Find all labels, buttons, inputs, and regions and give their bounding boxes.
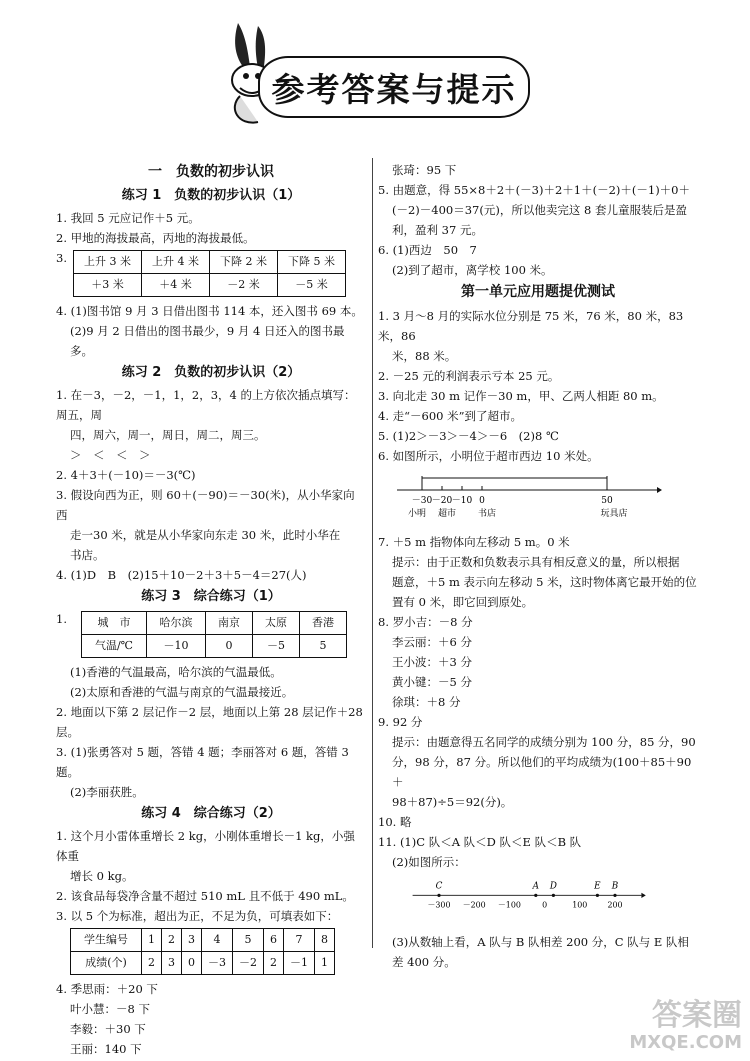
- number-line-scores: [392, 876, 662, 920]
- table-cell: 气温/℃: [81, 635, 146, 658]
- table-cell: 学生编号: [71, 929, 142, 952]
- answer-line: 四，周六，周一，周日，周二，周三。: [70, 428, 266, 442]
- answer-line: 5. 由题意，得 55×8＋2＋(－3)＋2＋1＋(－2)＋(－1)＋0＋: [378, 183, 691, 197]
- table-cell: 5: [233, 929, 264, 952]
- table-cell: 上升 4 米: [141, 251, 209, 274]
- table-cell: －5: [252, 635, 299, 658]
- table-cell: 城 市: [81, 612, 146, 635]
- answer-line: 李毅：＋30 下: [70, 1022, 146, 1036]
- watermark-url: MXQE.COM: [629, 1032, 742, 1053]
- table-cell: 3: [162, 952, 182, 975]
- answer-line: 5. (1)2＞－3＞－4＞－6 (2)8 ℃: [378, 429, 559, 443]
- answer-line: 3. 向北走 30 m 记作－30 m，甲、乙两人相距 80 m。: [378, 389, 664, 403]
- answer-line: 4. (1)图书馆 9 月 3 日借出图书 114 本，还入图书 69 本。: [56, 304, 363, 318]
- table-cell: 2: [142, 952, 162, 975]
- answer-line: 3. 假设向西为正，则 60＋(－90)＝－30(米)，从小华家向西: [56, 488, 355, 522]
- place-label: 小明: [407, 509, 427, 519]
- team-label: B: [611, 881, 619, 892]
- table-cell: 3: [182, 929, 202, 952]
- watermark: [629, 1000, 742, 1053]
- table-cell: －1: [284, 952, 315, 975]
- answer-line: 3. (1)张勇答对 5 题，答错 4 题；李丽答对 6 题，答错 3 题。: [56, 745, 353, 779]
- header-banner: [218, 18, 528, 130]
- table-cell: ＋3 米: [73, 274, 141, 297]
- answer-line: 8. 罗小吉：－8 分: [378, 615, 473, 629]
- answer-line: 1. 这个月小雷体重增长 2 kg，小刚体重增长－1 kg，小强体重: [56, 829, 355, 863]
- answer-line: (2)到了超市，离学校 100 米。: [392, 263, 553, 277]
- answer-line: 徐琪：＋8 分: [392, 695, 461, 709]
- place-label: 超市: [437, 509, 457, 519]
- place-label: 玩具店: [600, 509, 628, 519]
- answer-line: (2)太原和香港的气温与南京的气温最接近。: [70, 685, 294, 699]
- answer-line: 置有 0 米，即它回到原处。: [392, 595, 534, 609]
- answer-line: (1)香港的气温最高，哈尔滨的气温最低。: [70, 665, 282, 679]
- tick-label: 100: [572, 900, 588, 910]
- answer-line: 走一30 米，就是从小华家向东走 30 米，此时小华在: [70, 528, 341, 542]
- table-cell: －10: [146, 635, 205, 658]
- tick-label: －100: [497, 900, 521, 910]
- answer-line: 6. 如图所示，小明位于超市西边 10 米处。: [378, 449, 599, 463]
- answer-table-ex1: [73, 250, 346, 297]
- answer-line: 张琦：95 下: [392, 163, 457, 177]
- answer-line: 李云丽：＋6 分: [392, 635, 472, 649]
- left-column: [56, 160, 366, 1059]
- tick-label: 0: [542, 900, 548, 910]
- table-cell: 上升 3 米: [73, 251, 141, 274]
- tick-label: －200: [462, 900, 486, 910]
- answer-line: 差 400 分。: [392, 955, 456, 969]
- tick-label: －10: [451, 496, 473, 506]
- table-cell: 香港: [299, 612, 346, 635]
- answer-line: 7. ＋5 m 指物体向左移动 5 m。0 米: [378, 535, 570, 549]
- answer-line: 2. 4＋3＋(－10)＝－3(℃): [56, 468, 196, 482]
- answer-line: 2. －25 元的利润表示亏本 25 元。: [378, 369, 560, 383]
- answer-line: 王丽：140 下: [70, 1042, 142, 1056]
- tick-label: －20: [431, 496, 453, 506]
- team-label: C: [435, 881, 443, 892]
- answer-line: 增长 0 kg。: [70, 869, 134, 883]
- team-label: E: [594, 881, 601, 892]
- tick-label: 200: [607, 900, 623, 910]
- column-divider: [372, 158, 373, 948]
- table-cell: 0: [205, 635, 252, 658]
- answer-line: 2. 地面以下第 2 层记作－2 层，地面以上第 28 层记作＋28 层。: [56, 705, 367, 739]
- right-column: [378, 160, 698, 972]
- watermark-logo: 答案圈: [652, 998, 742, 1033]
- answer-line: 4. 走“－600 米”到了超市。: [378, 409, 522, 423]
- exercise-1-title: 练习 1 负数的初步认识（1）: [121, 188, 301, 203]
- table-cell: －3: [202, 952, 233, 975]
- table-cell: 下降 5 米: [277, 251, 345, 274]
- answer-line: 4. 季思雨：＋20 下: [56, 982, 158, 996]
- exercise-4-title: 练习 4 综合练习（2）: [141, 806, 281, 821]
- exercise-2-title: 练习 2 负数的初步认识（2）: [121, 365, 301, 380]
- answer-line: 1. 3 月～8 月的实际水位分别是 75 米，76 米，80 米，83 米，86: [378, 309, 687, 343]
- answer-number: 1.: [56, 612, 67, 626]
- answer-line: (2)9 月 2 日借出的图书最少，9 月 4 日还入的图书最多。: [70, 324, 345, 358]
- table-cell: 哈尔滨: [146, 612, 205, 635]
- answer-line: 2. 该食品每袋净含量不超过 510 mL 且不低于 490 mL。: [56, 889, 354, 903]
- answer-line: 1. 在－3，－2，－1，1，2，3，4 的上方依次插点填写：周五，周: [56, 388, 356, 422]
- answer-number: 3.: [56, 251, 67, 265]
- answer-line: 4. (1)D B (2)15＋10－2＋3＋5－4＝27(人): [56, 568, 307, 582]
- answer-line: 9. 92 分: [378, 715, 423, 729]
- answer-line: 叶小慧：－8 下: [70, 1002, 150, 1016]
- answer-line: 利，盈利 37 元。: [392, 223, 483, 237]
- table-cell: －2: [233, 952, 264, 975]
- number-line-location: [392, 470, 662, 520]
- table-cell: 南京: [205, 612, 252, 635]
- answer-line: 黄小键：－5 分: [392, 675, 472, 689]
- tick-label: 0: [479, 496, 485, 506]
- answer-line: 3. 以 5 个为标准，超出为正，不足为负，可填表如下：: [56, 909, 339, 923]
- tick-label: 50: [601, 496, 613, 506]
- answer-line: 11. (1)C 队＜A 队＜D 队＜E 队＜B 队: [378, 835, 582, 849]
- answer-line: 提示：由题意得五名同学的成绩分别为 100 分，85 分，90: [392, 735, 696, 749]
- answer-line: 提示：由于正数和负数表示具有相反意义的量，所以根据: [392, 555, 680, 569]
- answer-table-ex3: [81, 611, 347, 658]
- table-cell: 1: [315, 952, 335, 975]
- answer-line: 王小波：＋3 分: [392, 655, 472, 669]
- section-title: 第一单元应用题提优测试: [461, 284, 615, 300]
- table-cell: 5: [299, 635, 346, 658]
- place-label: 书店: [477, 509, 497, 519]
- answer-line: 6. (1)西边 50 7: [378, 243, 477, 257]
- table-cell: 下降 2 米: [209, 251, 277, 274]
- answer-line: 1. 我回 5 元应记作＋5 元。: [56, 211, 200, 225]
- table-cell: 成绩(个): [71, 952, 142, 975]
- exercise-3-title: 练习 3 综合练习（1）: [141, 589, 281, 604]
- table-cell: 太原: [252, 612, 299, 635]
- answer-line: 10. 略: [378, 815, 412, 829]
- answer-line: (3)从数轴上看，A 队与 B 队相差 200 分，C 队与 E 队相: [392, 935, 689, 949]
- table-cell: 7: [284, 929, 315, 952]
- answer-line: (－2)－400＝37(元)，所以他卖完这 8 套儿童服装后是盈: [392, 203, 687, 217]
- answer-table-ex4: [70, 928, 335, 975]
- answer-line: (2)李丽获胜。: [70, 785, 144, 799]
- team-label: D: [549, 881, 557, 892]
- table-cell: 0: [182, 952, 202, 975]
- chapter-title: 一 负数的初步认识: [148, 164, 274, 180]
- table-cell: 2: [264, 952, 284, 975]
- team-label: A: [532, 881, 539, 892]
- answer-line: 2. 甲地的海拔最高，丙地的海拔最低。: [56, 231, 255, 245]
- table-cell: －2 米: [209, 274, 277, 297]
- table-cell: －5 米: [277, 274, 345, 297]
- answer-line: 书店。: [70, 548, 105, 562]
- answer-line: 98＋87)÷5＝92(分)。: [392, 795, 513, 809]
- answer-line: (2)如图所示：: [392, 855, 466, 869]
- answer-line: ＞ ＜ ＜ ＞: [70, 448, 151, 462]
- table-cell: ＋4 米: [141, 274, 209, 297]
- table-cell: 4: [202, 929, 233, 952]
- answer-line: 分，98 分，87 分。所以他们的平均成绩为(100＋85＋90＋: [392, 755, 692, 789]
- table-cell: 6: [264, 929, 284, 952]
- tick-label: －300: [427, 900, 451, 910]
- tick-label: －30: [411, 496, 433, 506]
- answer-line: 米，88 米。: [392, 349, 457, 363]
- page-title: 参考答案与提示: [258, 56, 530, 118]
- answer-line: 题意，＋5 m 表示向左移动 5 米，这时物体离它最开始的位: [392, 575, 697, 589]
- table-cell: 1: [142, 929, 162, 952]
- table-cell: 2: [162, 929, 182, 952]
- table-cell: 8: [315, 929, 335, 952]
